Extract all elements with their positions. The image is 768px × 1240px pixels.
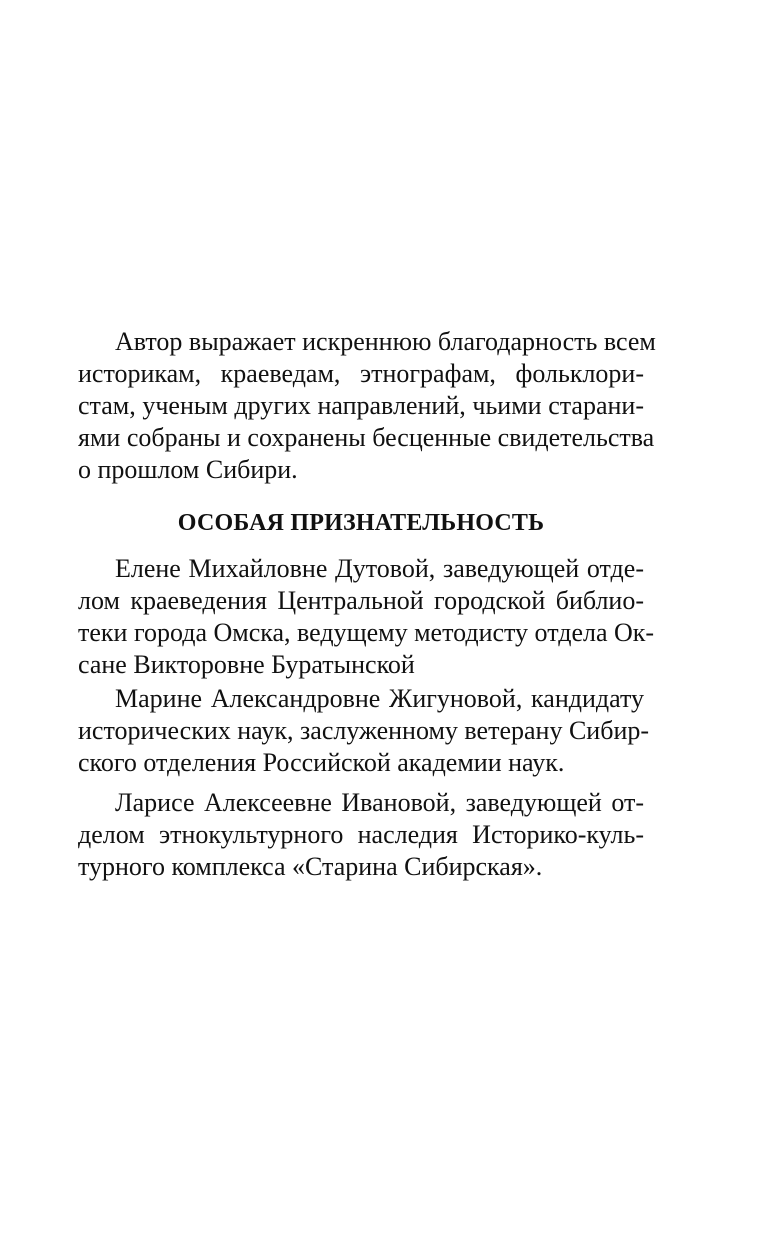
text-line: Автор выражает искреннюю благодарность всем xyxy=(115,327,656,356)
intro-paragraph xyxy=(78,326,656,486)
text-line: стам, ученым других направлений, чьими старани- xyxy=(78,391,644,420)
text-line: ского отделения Российской академии наук. xyxy=(78,748,565,777)
text-line: Марине Александровне Жигуновой, кандидату xyxy=(115,684,644,713)
text-line: о прошлом Сибири. xyxy=(78,455,298,484)
text-line: Ларисе Алексеевне Ивановой, заведующей от- xyxy=(115,788,644,817)
text-line: лом краеведения Центральной городской библио- xyxy=(78,586,644,615)
text-line: Елене Михайловне Дутовой, заведующей отде- xyxy=(115,554,644,583)
acknowledgement-paragraph xyxy=(78,787,644,883)
text-line: теки города Омска, ведущему методисту отдела Ок- xyxy=(78,618,655,647)
text-line: сане Викторовне Буратынской xyxy=(78,650,415,679)
text-line: ями собраны и сохранены бесценные свидетельства xyxy=(78,423,655,452)
acknowledgement-paragraph xyxy=(78,683,650,779)
text-line: турного комплекса «Старина Сибирская». xyxy=(78,852,543,881)
text-line: историкам, краеведам, этнографам, фольклори- xyxy=(78,359,644,388)
section-heading: ОСОБАЯ ПРИЗНАТЕЛЬНОСТЬ xyxy=(177,510,545,536)
acknowledgement-paragraph xyxy=(78,553,655,681)
text-line: исторических наук, заслуженному ветерану Сибир- xyxy=(78,716,650,745)
text-line: делом этнокультурного наследия Историко-куль- xyxy=(78,820,644,849)
